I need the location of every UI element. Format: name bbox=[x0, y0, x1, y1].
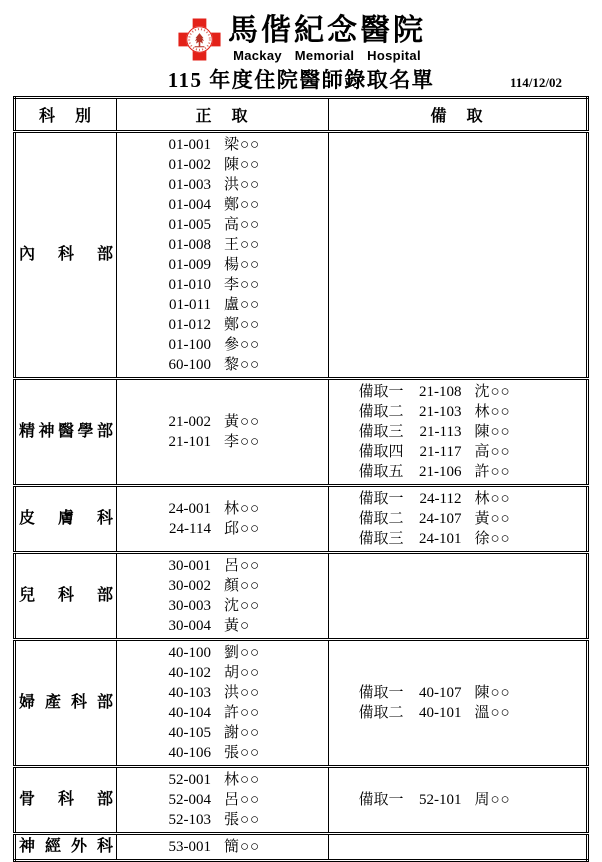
roster-table bbox=[13, 96, 589, 862]
admitted-entry bbox=[117, 810, 328, 830]
hospital-logo bbox=[0, 13, 602, 65]
admitted-entry bbox=[117, 295, 328, 315]
waitlist-entry bbox=[315, 402, 572, 422]
dept-cell bbox=[15, 553, 117, 640]
entry-name: 王○○ bbox=[224, 237, 261, 253]
entry-name: 黃○ bbox=[224, 618, 251, 634]
entry-name: 參○○ bbox=[224, 337, 261, 353]
entry-code: 52-103 bbox=[168, 812, 211, 828]
entry-code: 01-010 bbox=[168, 277, 211, 293]
entry-code: 60-100 bbox=[168, 357, 211, 373]
entry-name: 黃○○ bbox=[224, 414, 261, 430]
entry-name: 呂○○ bbox=[224, 558, 261, 574]
admitted-entry bbox=[117, 432, 328, 452]
admitted-entry bbox=[117, 175, 328, 195]
admitted-entry bbox=[117, 576, 328, 596]
page-title: 115 年度住院醫師錄取名單 bbox=[167, 68, 435, 92]
section-row bbox=[15, 640, 588, 767]
entry-name: 楊○○ bbox=[224, 257, 261, 273]
admitted-entry bbox=[117, 135, 328, 155]
entry-name: 李○○ bbox=[224, 277, 261, 293]
admitted-cell bbox=[117, 640, 329, 767]
entry-name: 簡○○ bbox=[224, 839, 261, 855]
entry-code: 01-011 bbox=[169, 297, 211, 313]
entry-code: 40-106 bbox=[168, 745, 211, 761]
section-row bbox=[15, 132, 588, 379]
waitlist-rank: 備取一 bbox=[358, 792, 404, 808]
waitlist-cell bbox=[329, 767, 588, 834]
waitlist-rank: 備取一 bbox=[358, 685, 404, 701]
waitlist-entry bbox=[315, 529, 572, 549]
entry-code: 21-108 bbox=[419, 384, 462, 400]
section-row bbox=[15, 379, 588, 486]
entry-name: 李○○ bbox=[224, 434, 261, 450]
entry-code: 24-107 bbox=[419, 511, 462, 527]
waitlist-rank: 備取三 bbox=[358, 531, 404, 547]
entry-name: 溫○○ bbox=[474, 705, 511, 721]
entry-code: 21-117 bbox=[419, 444, 462, 460]
admitted-entry bbox=[117, 315, 328, 335]
admitted-cell bbox=[117, 834, 329, 861]
entry-name: 林○○ bbox=[224, 772, 261, 788]
dept-label: 內 科 部 bbox=[19, 246, 113, 263]
waitlist-entry bbox=[315, 422, 572, 442]
admitted-entry bbox=[117, 663, 328, 683]
entry-code: 40-103 bbox=[168, 685, 211, 701]
waitlist-rank: 備取五 bbox=[358, 464, 404, 480]
admitted-entry bbox=[117, 683, 328, 703]
waitlist-cell bbox=[329, 132, 588, 379]
entry-code: 01-001 bbox=[168, 137, 211, 153]
entry-code: 52-004 bbox=[168, 792, 211, 808]
admitted-entry bbox=[117, 235, 328, 255]
admitted-entry bbox=[117, 275, 328, 295]
waitlist-rank: 備取二 bbox=[358, 404, 404, 420]
entry-code: 40-102 bbox=[168, 665, 211, 681]
hospital-name-block bbox=[228, 13, 426, 63]
dept-cell bbox=[15, 379, 117, 486]
dept-label: 精 神 醫 學 部 bbox=[19, 423, 113, 440]
dept-cell bbox=[15, 834, 117, 861]
entry-code: 24-112 bbox=[419, 491, 462, 507]
entry-name: 周○○ bbox=[474, 792, 511, 808]
column-header-admitted: 正 取 bbox=[117, 98, 329, 132]
entry-code: 01-012 bbox=[168, 317, 211, 333]
entry-name: 張○○ bbox=[224, 745, 261, 761]
entry-code: 01-100 bbox=[168, 337, 211, 353]
section-row bbox=[15, 486, 588, 553]
report-date: 114/12/02 bbox=[509, 75, 562, 90]
admitted-cell bbox=[117, 553, 329, 640]
admitted-entry bbox=[117, 837, 328, 857]
entry-name: 邱○○ bbox=[224, 521, 261, 537]
column-header-waitlist: 備 取 bbox=[329, 98, 588, 132]
entry-name: 陳○○ bbox=[224, 157, 261, 173]
entry-code: 01-005 bbox=[168, 217, 211, 233]
dept-cell bbox=[15, 640, 117, 767]
waitlist-cell bbox=[329, 486, 588, 553]
entry-code: 24-001 bbox=[168, 501, 211, 517]
admitted-entry bbox=[117, 155, 328, 175]
admitted-entry bbox=[117, 335, 328, 355]
entry-code: 30-003 bbox=[168, 598, 211, 614]
admitted-entry bbox=[117, 616, 328, 636]
entry-code: 01-009 bbox=[168, 257, 211, 273]
dept-label: 兒 科 部 bbox=[19, 587, 113, 604]
waitlist-cell bbox=[329, 640, 588, 767]
entry-name: 顏○○ bbox=[224, 578, 261, 594]
entry-code: 21-002 bbox=[168, 414, 211, 430]
entry-name: 謝○○ bbox=[224, 725, 261, 741]
entry-code: 30-002 bbox=[168, 578, 211, 594]
waitlist-rank: 備取一 bbox=[358, 491, 404, 507]
waitlist-entry bbox=[315, 509, 572, 529]
dept-label: 婦 產 科 部 bbox=[19, 694, 113, 711]
admitted-entry bbox=[117, 770, 328, 790]
admitted-entry bbox=[117, 412, 328, 432]
entry-code: 40-100 bbox=[168, 645, 211, 661]
waitlist-entry bbox=[315, 683, 572, 703]
admitted-entry bbox=[117, 519, 328, 539]
entry-code: 01-008 bbox=[168, 237, 211, 253]
entry-name: 張○○ bbox=[224, 812, 261, 828]
entry-name: 鄭○○ bbox=[224, 317, 261, 333]
waitlist-cell bbox=[329, 834, 588, 861]
entry-name: 陳○○ bbox=[474, 685, 511, 701]
entry-code: 21-106 bbox=[419, 464, 462, 480]
waitlist-rank: 備取四 bbox=[358, 444, 404, 460]
admitted-entry bbox=[117, 215, 328, 235]
entry-code: 30-001 bbox=[168, 558, 211, 574]
entry-name: 林○○ bbox=[474, 404, 511, 420]
admitted-entry bbox=[117, 643, 328, 663]
entry-name: 洪○○ bbox=[224, 685, 261, 701]
entry-name: 沈○○ bbox=[474, 384, 511, 400]
entry-name: 黎○○ bbox=[224, 357, 261, 373]
hospital-name-en: Mackay Memorial Hospital bbox=[233, 48, 421, 63]
admitted-entry bbox=[117, 723, 328, 743]
waitlist-rank: 備取一 bbox=[358, 384, 404, 400]
entry-name: 沈○○ bbox=[224, 598, 261, 614]
entry-name: 洪○○ bbox=[224, 177, 261, 193]
waitlist-rank: 備取二 bbox=[358, 511, 404, 527]
waitlist-entry bbox=[315, 382, 572, 402]
red-cross-tree-seal-icon bbox=[176, 16, 223, 63]
dept-cell bbox=[15, 767, 117, 834]
section-row bbox=[15, 553, 588, 640]
entry-code: 24-114 bbox=[169, 521, 211, 537]
entry-name: 呂○○ bbox=[224, 792, 261, 808]
entry-code: 01-002 bbox=[168, 157, 211, 173]
entry-name: 許○○ bbox=[224, 705, 261, 721]
entry-code: 24-101 bbox=[419, 531, 462, 547]
waitlist-entry bbox=[315, 790, 572, 810]
entry-name: 高○○ bbox=[474, 444, 511, 460]
waitlist-cell bbox=[329, 553, 588, 640]
entry-name: 盧○○ bbox=[224, 297, 261, 313]
entry-name: 林○○ bbox=[224, 501, 261, 517]
entry-name: 梁○○ bbox=[224, 137, 261, 153]
entry-name: 高○○ bbox=[224, 217, 261, 233]
waitlist-entry bbox=[315, 442, 572, 462]
admitted-entry bbox=[117, 556, 328, 576]
entry-code: 52-101 bbox=[419, 792, 462, 808]
waitlist-rank: 備取三 bbox=[358, 424, 404, 440]
admitted-entry bbox=[117, 703, 328, 723]
entry-name: 胡○○ bbox=[224, 665, 261, 681]
admitted-entry bbox=[117, 596, 328, 616]
admitted-entry bbox=[117, 255, 328, 275]
entry-code: 40-107 bbox=[419, 685, 462, 701]
entry-name: 林○○ bbox=[474, 491, 511, 507]
entry-name: 徐○○ bbox=[474, 531, 511, 547]
entry-code: 21-101 bbox=[168, 434, 211, 450]
admitted-entry bbox=[117, 499, 328, 519]
section-row bbox=[15, 767, 588, 834]
waitlist-entry bbox=[315, 462, 572, 482]
roster-table-body bbox=[15, 132, 588, 861]
document-header bbox=[0, 0, 602, 96]
waitlist-entry bbox=[315, 703, 572, 723]
admitted-entry bbox=[117, 195, 328, 215]
admitted-entry bbox=[117, 355, 328, 375]
entry-code: 52-001 bbox=[168, 772, 211, 788]
admitted-cell bbox=[117, 767, 329, 834]
waitlist-cell bbox=[329, 379, 588, 486]
entry-code: 01-003 bbox=[168, 177, 211, 193]
dept-label: 皮 膚 科 bbox=[19, 510, 113, 527]
entry-code: 30-004 bbox=[168, 618, 211, 634]
dept-label: 骨 科 部 bbox=[19, 791, 113, 808]
waitlist-rank: 備取二 bbox=[358, 705, 404, 721]
dept-cell bbox=[15, 486, 117, 553]
entry-name: 黃○○ bbox=[474, 511, 511, 527]
entry-code: 21-103 bbox=[419, 404, 462, 420]
admitted-cell bbox=[117, 486, 329, 553]
admitted-cell bbox=[117, 379, 329, 486]
entry-code: 53-001 bbox=[168, 839, 211, 855]
admitted-entry bbox=[117, 743, 328, 763]
entry-code: 40-105 bbox=[168, 725, 211, 741]
hospital-name-zh: 馬偕紀念醫院 bbox=[228, 14, 426, 47]
waitlist-entry bbox=[315, 489, 572, 509]
admitted-cell bbox=[117, 132, 329, 379]
admitted-entry bbox=[117, 790, 328, 810]
table-header-row bbox=[15, 98, 588, 132]
entry-code: 40-101 bbox=[419, 705, 462, 721]
entry-code: 21-113 bbox=[419, 424, 462, 440]
dept-cell bbox=[15, 132, 117, 379]
entry-name: 陳○○ bbox=[474, 424, 511, 440]
entry-name: 劉○○ bbox=[224, 645, 261, 661]
entry-name: 許○○ bbox=[474, 464, 511, 480]
entry-name: 鄭○○ bbox=[224, 197, 261, 213]
title-row bbox=[0, 66, 602, 96]
dept-label: 神 經 外 科 bbox=[19, 838, 113, 855]
section-row bbox=[15, 834, 588, 861]
entry-code: 01-004 bbox=[168, 197, 211, 213]
entry-code: 40-104 bbox=[168, 705, 211, 721]
column-header-dept: 科 別 bbox=[15, 98, 117, 132]
